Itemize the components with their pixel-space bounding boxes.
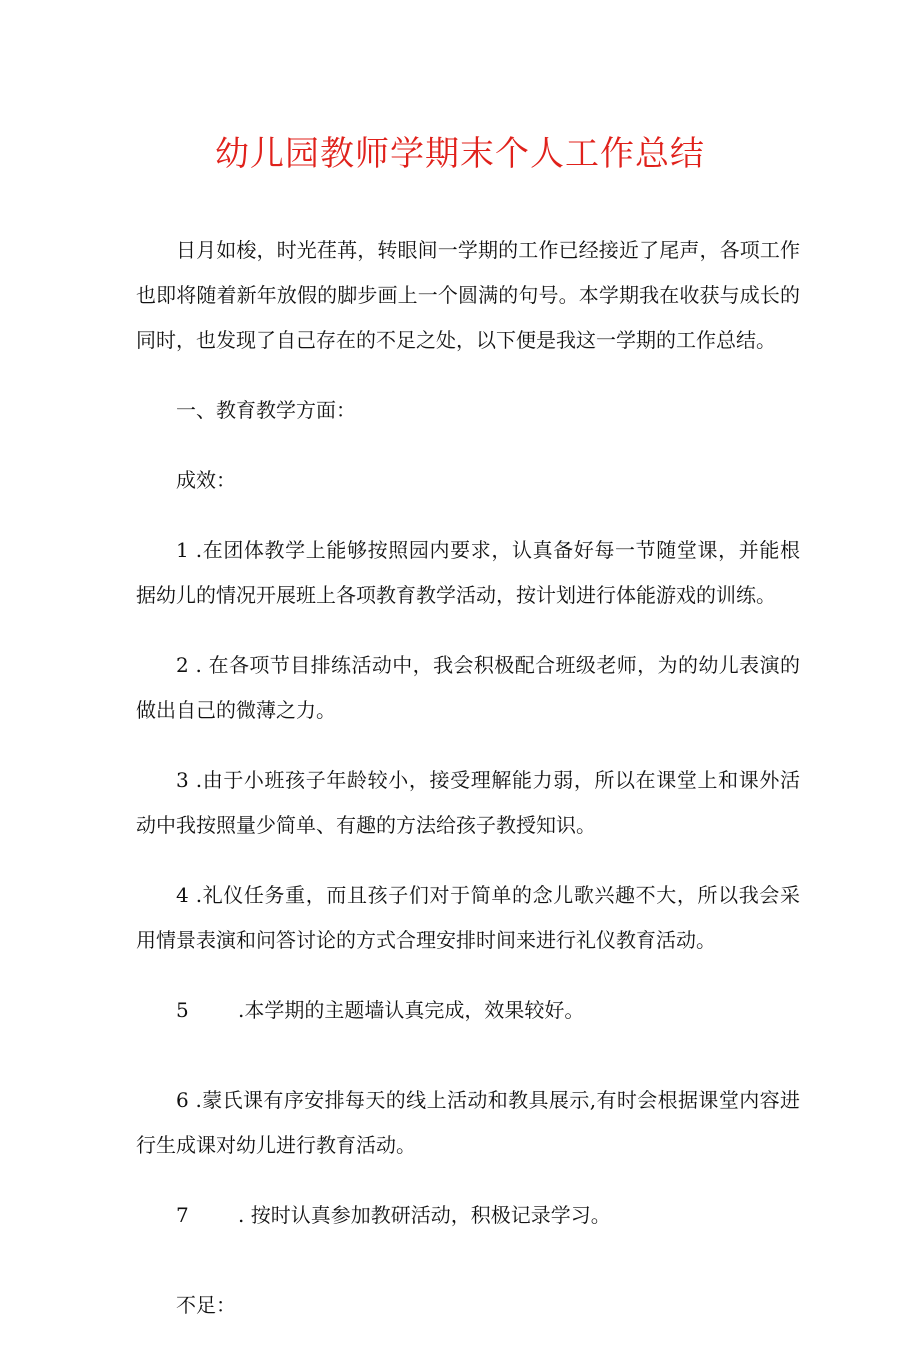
item-number: 7	[176, 1203, 189, 1227]
item-number: 1	[176, 538, 189, 562]
list-item-5	[136, 988, 800, 1033]
item-text: .由于小班孩子年龄较小，接受理解能力弱，所以在课堂上和课外活动中我按照量少简单、有趣的方法给孩子教授知识。	[136, 768, 801, 837]
list-item-4	[136, 873, 800, 963]
list-item-3	[136, 758, 800, 848]
document-body	[136, 228, 800, 1353]
list-item-1	[136, 528, 800, 618]
item-number: 3	[176, 768, 189, 792]
list-item-6	[136, 1078, 800, 1168]
document-title: 幼儿园教师学期末个人工作总结	[215, 134, 705, 174]
intro-paragraph: 日月如梭，时光荏苒，转眼间一学期的工作已经接近了尾声，各项工作也即将随着新年放假的脚步画上一个圆满的句号。本学期我在收获与成长的同时，也发现了自己存在的不足之处，以下便是我这一学期的工作总结。	[136, 238, 800, 352]
item-number: 4	[176, 883, 189, 907]
section-heading: 一、教育教学方面：	[176, 398, 356, 422]
list-item-2	[136, 643, 800, 733]
shortcomings-label: 不足：	[176, 1293, 236, 1317]
item-text: .在团体教学上能够按照园内要求，认真备好每一节随堂课，并能根据幼儿的情况开展班上各项教育教学活动，按计划进行体能游戏的训练。	[136, 538, 801, 607]
list-item-7	[136, 1193, 800, 1238]
item-number: 6	[176, 1088, 189, 1112]
item-number: 5	[176, 998, 189, 1022]
item-text: .本学期的主题墙认真完成，效果较好。	[238, 998, 585, 1022]
item-text: . 在各项节目排练活动中，我会积极配合班级老师，为的幼儿表演的做出自己的微薄之力。	[136, 653, 800, 722]
achievements-label: 成效：	[176, 468, 236, 492]
item-text: . 按时认真参加教研活动，积极记录学习。	[238, 1203, 611, 1227]
item-text: .蒙氏课有序安排每天的线上活动和教具展示,有时会根据课堂内容进行生成课对幼儿进行教育活动。	[136, 1088, 801, 1157]
item-text: .礼仪任务重，而且孩子们对于简单的念儿歌兴趣不大，所以我会采用情景表演和问答讨论的方式合理安排时间来进行礼仪教育活动。	[136, 883, 801, 952]
item-number: 2	[176, 653, 189, 677]
